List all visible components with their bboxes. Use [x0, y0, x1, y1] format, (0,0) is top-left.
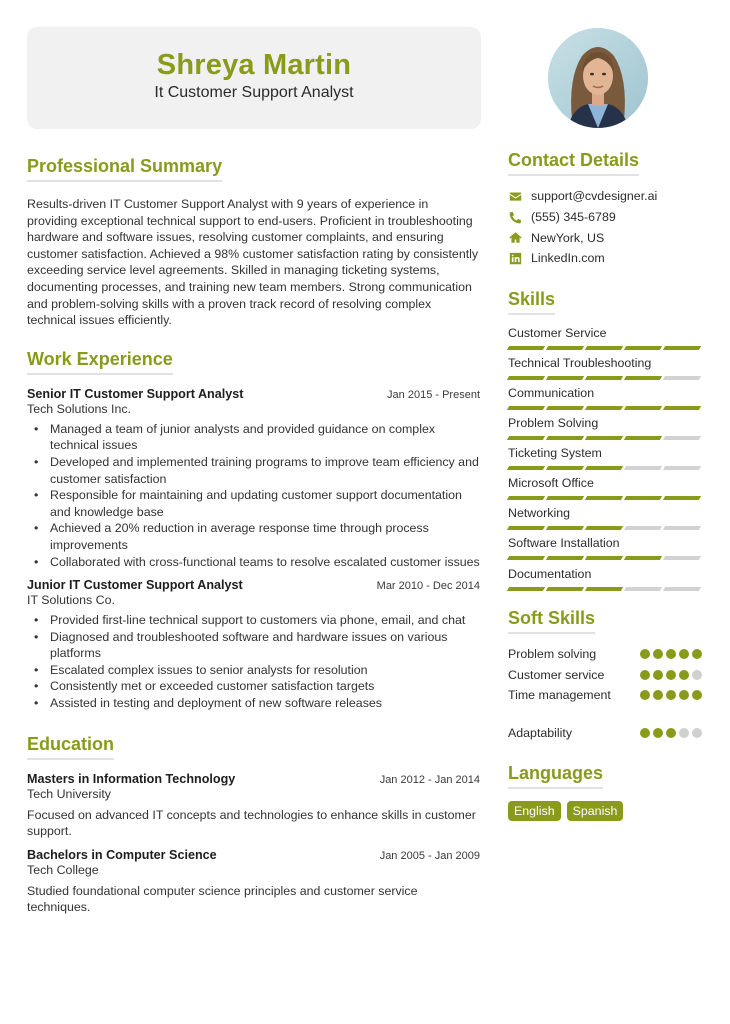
skill-level-segment	[663, 526, 701, 530]
language-tag: English	[508, 801, 561, 821]
experience-section	[27, 349, 480, 712]
rating-dot	[653, 670, 663, 680]
contact-linkedin-text: LinkedIn.com	[531, 251, 605, 266]
language-tags	[508, 801, 702, 821]
job-date: Jan 2015 - Present	[387, 388, 480, 401]
soft-skill-item	[508, 644, 702, 665]
skill-level-segment	[585, 587, 623, 591]
skill-level-segment	[624, 406, 662, 410]
skill-level-segment	[507, 526, 545, 530]
rating-dot	[679, 649, 689, 659]
skill-level-segment	[624, 346, 662, 350]
job-entry	[27, 387, 480, 570]
skill-label: Software Installation	[508, 536, 620, 551]
skill-level-segment	[624, 496, 662, 500]
education-entry	[27, 772, 480, 840]
rating-dot	[692, 649, 702, 659]
skill-label: Technical Troubleshooting	[508, 355, 652, 370]
experience-heading: Work Experience	[27, 349, 173, 375]
skill-label: Ticketing System	[508, 446, 602, 461]
skill-item	[508, 355, 702, 385]
skill-level-segment	[663, 346, 701, 350]
skill-level-segment	[546, 436, 584, 440]
profile-photo	[548, 28, 648, 128]
skill-level-segment	[585, 406, 623, 410]
skill-level-segment	[546, 496, 584, 500]
skill-level-segment	[585, 496, 623, 500]
rating-dot	[640, 670, 650, 680]
skill-level-segment	[546, 587, 584, 591]
soft-skill-rating	[640, 649, 702, 659]
skill-level-bar	[508, 556, 702, 560]
rating-dot	[640, 728, 650, 738]
skill-item	[508, 385, 702, 415]
skill-level-segment	[585, 466, 623, 470]
skill-level-segment	[585, 376, 623, 380]
rating-dot	[679, 670, 689, 680]
rating-dot	[692, 690, 702, 700]
skill-level-segment	[585, 436, 623, 440]
rating-dot	[640, 690, 650, 700]
job-bullet: • Consistently met or exceeded customer satisfaction targets	[50, 678, 480, 695]
skill-level-segment	[507, 346, 545, 350]
soft-skill-label: Adaptability	[508, 726, 573, 740]
candidate-name: Shreya Martin	[156, 49, 352, 81]
phone-icon	[508, 210, 522, 224]
skill-level-segment	[663, 587, 701, 591]
contact-phone-text: (555) 345-6789	[531, 210, 616, 225]
skill-level-segment	[624, 587, 662, 591]
envelope-icon	[508, 189, 522, 203]
summary-text: Results-driven IT Customer Support Analyst with 9 years of experience in providing exceptional technical support to end-users. Proficient in troubleshooting hardware and software issues, resolving customer complaints, and ensuring customer satisfaction. Achieved a 98% customer satisfaction rating by consistently exceeding service level agreements. Skilled in managing ticketing systems, documenting processes, and training new team members. Strong communication and problem-solving skills with a proven track record of resolving complex technical issues efficiently.	[27, 197, 479, 328]
contact-location	[508, 227, 702, 248]
skill-item	[508, 566, 702, 596]
skill-level-segment	[507, 556, 545, 560]
rating-dot	[640, 649, 650, 659]
skill-level-bar	[508, 526, 702, 530]
education-date: Jan 2012 - Jan 2014	[379, 773, 480, 786]
skill-label: Networking	[508, 506, 570, 521]
job-bullet: • Achieved a 20% reduction in average response time through process improvements	[50, 520, 480, 553]
skill-level-segment	[546, 376, 584, 380]
soft-skills-list	[508, 644, 702, 744]
skills-list	[508, 325, 702, 596]
contact-phone[interactable]	[508, 207, 702, 228]
rating-dot	[666, 670, 676, 680]
skill-item	[508, 325, 702, 355]
rating-dot	[666, 728, 676, 738]
skills-heading: Skills	[508, 289, 555, 315]
candidate-title: It Customer Support Analyst	[154, 84, 354, 101]
skill-level-segment	[507, 466, 545, 470]
skill-item	[508, 415, 702, 445]
skill-level-segment	[507, 406, 545, 410]
skill-level-segment	[624, 436, 662, 440]
skill-item	[508, 505, 702, 535]
skill-level-segment	[663, 376, 701, 380]
soft-skill-rating	[640, 690, 702, 700]
skill-level-segment	[507, 496, 545, 500]
job-bullets	[50, 421, 480, 570]
skill-level-bar	[508, 496, 702, 500]
soft-skill-item	[508, 723, 702, 744]
job-entry	[27, 578, 480, 712]
degree: Masters in Information Technology	[27, 771, 236, 786]
skill-level-segment	[663, 556, 701, 560]
skill-label: Documentation	[508, 566, 592, 581]
skill-level-bar	[508, 466, 702, 470]
soft-skills-section	[508, 608, 702, 744]
linkedin-icon	[508, 251, 522, 265]
contact-heading: Contact Details	[508, 150, 639, 176]
skill-level-segment	[663, 406, 701, 410]
job-bullet: • Diagnosed and troubleshooted software and hardware issues on various platforms	[50, 629, 480, 662]
job-bullets	[50, 612, 480, 712]
skill-level-segment	[624, 466, 662, 470]
job-bullet: • Collaborated with cross-functional teams to resolve escalated customer issues	[50, 554, 480, 571]
rating-dot	[653, 728, 663, 738]
header-box	[27, 27, 481, 129]
skill-level-segment	[546, 346, 584, 350]
skills-section	[508, 289, 702, 596]
school: Tech College	[27, 862, 99, 877]
languages-section	[508, 763, 702, 821]
soft-skill-item	[508, 664, 702, 685]
rating-dot	[692, 728, 702, 738]
skill-item	[508, 475, 702, 505]
job-bullet: • Provided first-line technical support to customers via phone, email, and chat	[50, 612, 480, 629]
soft-skill-label: Customer service	[508, 667, 605, 682]
education-entry	[27, 848, 480, 916]
skill-level-segment	[663, 496, 701, 500]
soft-skill-label: Time management	[508, 688, 611, 703]
education-date: Jan 2005 - Jan 2009	[379, 849, 480, 862]
contact-location-text: NewYork, US	[531, 230, 605, 245]
skill-level-segment	[624, 526, 662, 530]
job-bullet: • Escalated complex issues to senior analysts for resolution	[50, 662, 480, 679]
soft-skill-label: Problem solving	[508, 646, 597, 661]
job-bullet: • Assisted in testing and deployment of new software releases	[50, 695, 480, 712]
skill-level-segment	[663, 466, 701, 470]
skill-level-segment	[624, 376, 662, 380]
soft-skill-item	[508, 685, 702, 706]
job-title: Junior IT Customer Support Analyst	[27, 578, 243, 593]
skill-level-segment	[546, 406, 584, 410]
right-column	[508, 150, 702, 821]
skill-item	[508, 445, 702, 475]
summary-heading: Professional Summary	[27, 156, 222, 182]
languages-heading: Languages	[508, 763, 603, 789]
skill-level-segment	[624, 556, 662, 560]
skill-level-bar	[508, 587, 702, 591]
skill-level-segment	[546, 466, 584, 470]
skill-level-segment	[546, 526, 584, 530]
job-bullet: • Developed and implemented training programs to improve team efficiency and customer satisfaction	[50, 454, 480, 487]
rating-dot	[666, 649, 676, 659]
skill-level-segment	[507, 376, 545, 380]
skill-label: Problem Solving	[508, 416, 599, 431]
language-tag: Spanish	[567, 801, 624, 821]
job-bullet: • Responsible for maintaining and updating customer support documentation and knowledge base	[50, 487, 480, 520]
skill-level-segment	[546, 556, 584, 560]
job-bullet: • Managed a team of junior analysts and provided guidance on complex technical issues	[50, 421, 480, 454]
contact-email-text: support@cvdesigner.ai	[531, 189, 658, 204]
skill-level-segment	[585, 556, 623, 560]
skill-level-bar	[508, 346, 702, 350]
education-description: Studied foundational computer science principles and customer service techniques.	[27, 883, 418, 915]
rating-dot	[653, 690, 663, 700]
portrait-image	[548, 28, 648, 128]
skill-level-segment	[585, 346, 623, 350]
education-heading: Education	[27, 734, 114, 760]
skill-level-segment	[507, 436, 545, 440]
soft-skills-heading: Soft Skills	[508, 608, 595, 634]
skill-label: Microsoft Office	[508, 476, 594, 491]
rating-dot	[666, 690, 676, 700]
skill-item	[508, 535, 702, 565]
contact-email[interactable]	[508, 186, 702, 207]
skill-level-bar	[508, 436, 702, 440]
skill-level-segment	[585, 526, 623, 530]
left-column	[27, 156, 480, 916]
skill-level-segment	[507, 587, 545, 591]
skill-label: Communication	[508, 385, 595, 400]
rating-dot	[692, 670, 702, 680]
contact-section	[508, 150, 702, 269]
rating-dot	[653, 649, 663, 659]
job-title: Senior IT Customer Support Analyst	[27, 386, 244, 401]
rating-dot	[679, 690, 689, 700]
skill-level-bar	[508, 406, 702, 410]
education-section	[27, 734, 480, 916]
job-company: IT Solutions Co.	[27, 593, 115, 608]
job-date: Mar 2010 - Dec 2014	[376, 580, 480, 593]
school: Tech University	[27, 786, 112, 801]
skill-label: Customer Service	[508, 325, 607, 340]
degree: Bachelors in Computer Science	[27, 847, 217, 862]
skill-level-bar	[508, 376, 702, 380]
skill-level-segment	[663, 436, 701, 440]
soft-skill-rating	[640, 670, 702, 680]
soft-skill-rating	[640, 728, 702, 738]
rating-dot	[679, 728, 689, 738]
job-company: Tech Solutions Inc.	[27, 401, 132, 416]
summary-section	[27, 156, 480, 329]
home-icon	[508, 231, 522, 245]
education-description: Focused on advanced IT concepts and technologies to enhance skills in customer support.	[27, 807, 476, 839]
contact-linkedin[interactable]	[508, 248, 702, 269]
